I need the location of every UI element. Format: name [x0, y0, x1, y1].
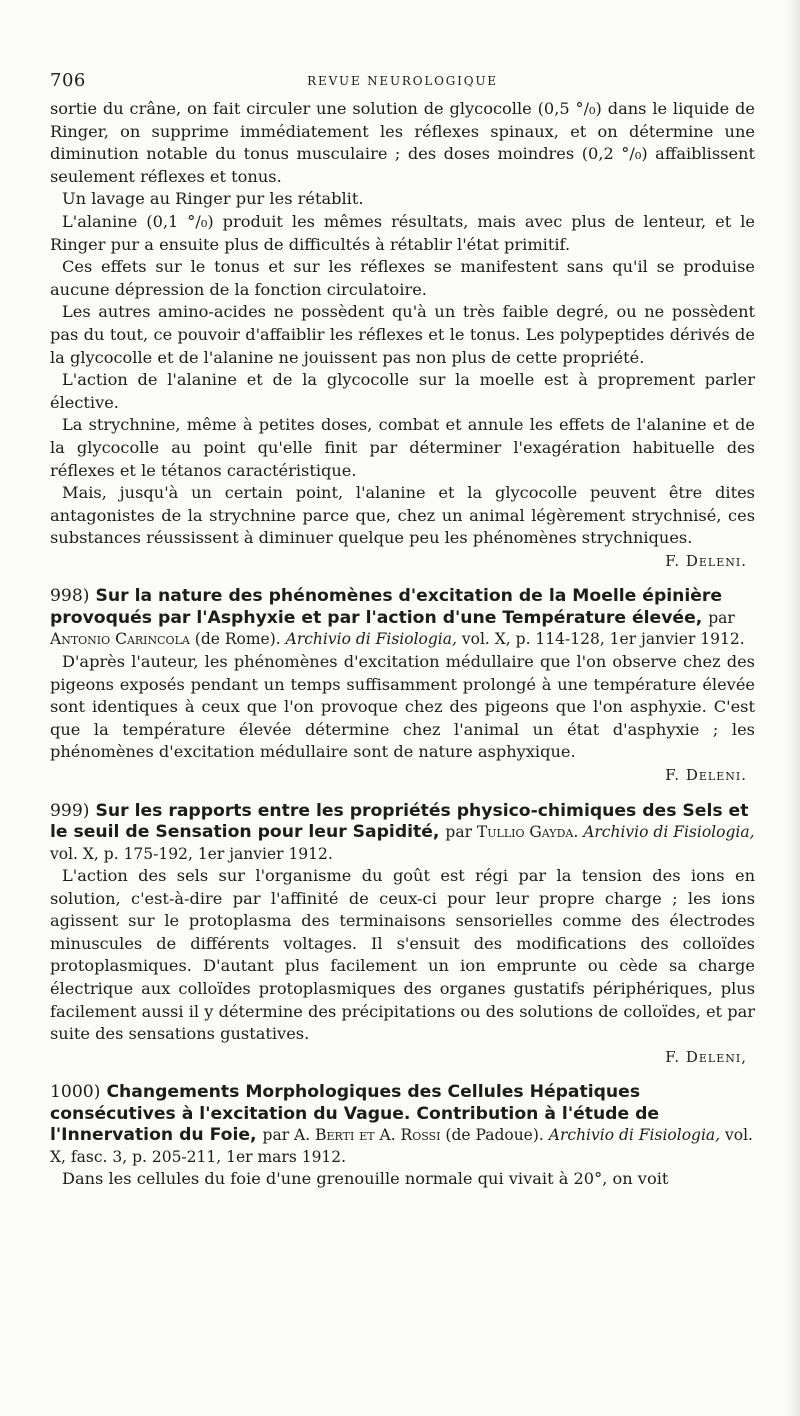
intro-section — [50, 98, 755, 572]
article-title — [50, 1082, 755, 1168]
citation-details: vol. X, p. 175-192, 1er janvier 1912. — [50, 844, 333, 863]
page-number: 706 — [50, 70, 86, 91]
author-place: (de Padoue). — [445, 1126, 544, 1145]
by-word: par — [262, 1126, 290, 1145]
paragraph: sortie du crâne, on fait circuler une solution de glycocolle (0,5 °/₀) dans le liquide de Ringer, on supprime immédiatement les réflexes spinaux, et on détermine une diminution notable du tonus musculaire ; des doses moindres (0,2 °/₀) affaiblissent seulement réflexes et tonus. — [50, 99, 755, 186]
article-title-text: Changements Morphologiques des Cellules Hépatiques consécutives à l'excitation du Vague. Contribution à l'étude de l'Innervation du Foie, — [50, 1082, 660, 1146]
page — [50, 70, 755, 1191]
signature: F. Deleni. — [665, 551, 747, 570]
by-word: par — [445, 823, 472, 842]
article-body: L'action des sels sur l'organisme du goût est régi par la tension des ions en solution, c'est-à-dire par l'affinité de ceux-ci pour leur propre charge ; les ions agissent sur le protoplasma des terminaisons sensorielles comme des électrodes minuscules de différents voltages. Il s'ensuit des modifications des colloïdes protoplasmiques. D'autant plus facilement un ion emprunte ou cède sa charge électrique aux colloïdes protoplasmiques des organes gustatifs périphériques, plus facilement aussi il y détermine des précipitations ou des solutions de colloïdes, et par suite des sensations gustatives. — [50, 866, 755, 1044]
citation-details: vol. X, fasc. 3, p. 205-211, 1er mars 1912. — [50, 1126, 753, 1166]
paragraph: Un lavage au Ringer pur les rétablit. — [62, 189, 364, 209]
signature: F. Deleni, — [665, 1047, 747, 1066]
article-title-text: Sur les rapports entre les propriétés physico-chimiques des Sels et le seuil de Sensation pour leur Sapidité, — [50, 800, 749, 843]
paragraph: Ces effets sur le tonus et sur les réflexes se manifestent sans qu'il se produise aucune dépression de la fonction circulatoire. — [50, 257, 755, 299]
author: A. Berti et A. Rossi — [294, 1126, 441, 1145]
journal: Archivio di Fisiologia, — [583, 823, 755, 842]
article-number: 998) — [50, 586, 90, 607]
paragraph: L'alanine (0,1 °/₀) produit les mêmes résultats, mais avec plus de lenteur, et le Ringer pur a ensuite plus de difficultés à rétablir l'état primitif. — [50, 211, 755, 254]
author: Tullio Gayda. — [476, 823, 579, 842]
signature: F. Deleni. — [665, 765, 747, 784]
paragraph: Les autres amino-acides ne possèdent qu'à un très faible degré, ou ne possèdent pas du tout, ce pouvoir d'affaiblir les réflexes et le tonus. Les polypeptides dérivés de la glycocolle et de l'alanine ne jouissent pas non plus de cette propriété. — [50, 302, 755, 367]
article-title-text: Sur la nature des phénomènes d'excitation de la Moelle épinière provoqués par l'Asphyxie et par l'action d'une Température élevée, — [50, 586, 723, 628]
article-998 — [50, 586, 755, 786]
running-title: REVUE NEUROLOGIQUE — [307, 74, 498, 88]
author: Antonio Carincola — [50, 630, 190, 649]
paragraph: L'action de l'alanine et de la glycocolle sur la moelle est à proprement parler élective. — [50, 370, 755, 412]
page-header — [50, 70, 755, 98]
article-number: 999) — [50, 800, 90, 821]
citation-details: vol. X, p. 114-128, 1er janvier 1912. — [461, 630, 745, 649]
by-word: par — [708, 608, 735, 627]
journal: Archivio di Fisiologia, — [548, 1126, 721, 1145]
author-place: (de Rome). — [194, 630, 281, 649]
article-number: 1000) — [50, 1082, 101, 1103]
page-edge-shadow — [786, 0, 800, 1416]
article-body: D'après l'auteur, les phénomènes d'excitation médullaire que l'on observe chez des pigeons exposés pendant un temps suffisamment prolongé à une température élevée sont identiques à ceux que l'on provoque chez des pigeons que l'on asphyxie. C'est que la température élevée détermine chez l'animal un état d'asphyxie ; les phénomènes d'excitation médullaire sont de nature asphyxique. — [50, 651, 755, 762]
article-title — [50, 801, 755, 866]
paragraph: Mais, jusqu'à un certain point, l'alanine et la glycocolle peuvent être dites antagonistes de la strychnine parce que, chez un animal légèrement strychnisé, ces substances réussissent à diminuer quelque peu les phénomènes strychniques. — [50, 483, 755, 548]
article-title — [50, 586, 755, 651]
article-1000 — [50, 1082, 755, 1191]
paragraph: La strychnine, même à petites doses, combat et annule les effets de l'alanine et de la glycocolle au point qu'elle finit par déterminer l'exagération habituelle des réflexes et le tétanos caractéristique. — [50, 415, 755, 480]
article-999 — [50, 801, 755, 1069]
article-body: Dans les cellules du foie d'une grenouille normale qui vivait à 20°, on voit — [62, 1169, 669, 1189]
journal: Archivio di Fisiologia, — [285, 630, 457, 649]
